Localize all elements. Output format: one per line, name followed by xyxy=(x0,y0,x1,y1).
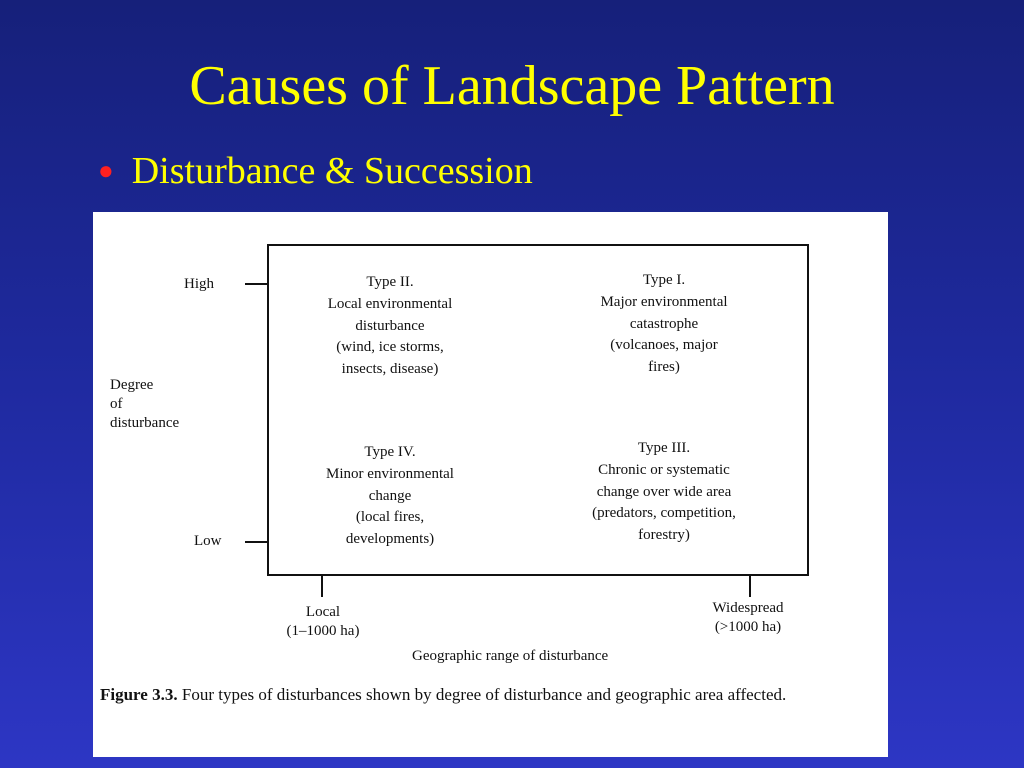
y-high-label: High xyxy=(184,276,214,292)
y-axis-label: Degree of disturbance xyxy=(110,377,180,431)
x-local-label: Local (1–1000 ha) xyxy=(286,604,360,639)
quadrant-type-iv: Type IV. Minor environmental change (local fires, developments) xyxy=(326,444,454,547)
disturbance-figure xyxy=(93,212,888,757)
figure-caption xyxy=(100,684,830,707)
figure-frame xyxy=(93,212,888,757)
slide-title: Causes of Landscape Pattern xyxy=(189,55,835,117)
y-low-label: Low xyxy=(194,533,222,549)
bullet-item xyxy=(98,152,533,190)
x-axis-label: Geographic range of disturbance xyxy=(412,648,609,664)
bullet-dot-icon: ● xyxy=(98,156,114,185)
bullet-text: Disturbance & Succession xyxy=(131,150,533,192)
x-widespread-label: Widespread (>1000 ha) xyxy=(712,600,784,635)
caption-label: Figure 3.3. xyxy=(100,685,178,704)
quadrant-type-ii: Type II. Local environmental disturbance (wind, ice storms, insects, disease) xyxy=(327,274,453,377)
caption-text: Four types of disturbances shown by degree of disturbance and geographic area affected. xyxy=(181,685,787,704)
quadrant-type-iii: Type III. Chronic or systematic change over wide area (predators, competition, forestry) xyxy=(592,440,736,543)
quadrant-type-i: Type I. Major environmental catastrophe (volcanoes, major fires) xyxy=(600,272,728,375)
